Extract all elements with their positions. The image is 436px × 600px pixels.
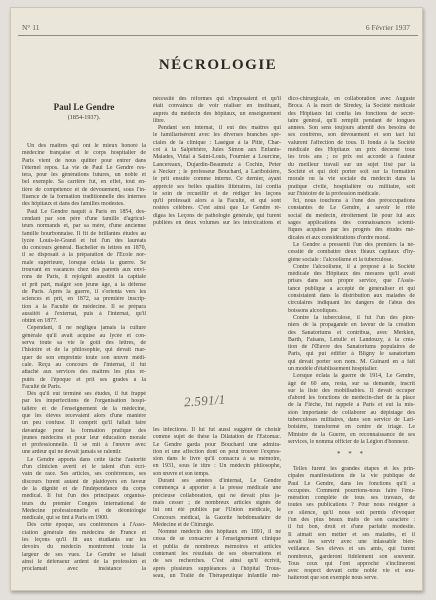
text-line: nombreux, garderont fidèlement son souvenir.	[288, 553, 415, 560]
text-line: services, le nomma officier de la Légion d'honneur.	[288, 438, 409, 445]
text-line: Paul Le Gendre naquit à Paris en 1854, des-	[27, 208, 146, 215]
text-line: Ici, nous touchons à l'une des préoccupations	[293, 198, 415, 205]
text-line: occupées. Comment pourrions-nous faire l'énu-	[288, 487, 415, 494]
obituary-subject-name: Paul Le Gendre	[53, 102, 115, 112]
text-line: l'histoire et de la philosophie, qui devait mar-	[22, 347, 146, 354]
paragraph	[22, 522, 146, 573]
text-line: Cependant, il ne négligea jamais la culture	[27, 325, 146, 332]
text-line: haiteront que son exemple nous serve.	[288, 575, 378, 582]
text-line: tance publique a accepté de généraliser et qui	[288, 285, 415, 292]
text-line: sur la liste des mobilisables. Il devait occuper	[288, 387, 415, 394]
text-line: Le Gendre a pressenti l'un des premiers la né-	[293, 241, 415, 248]
text-line: lui ont été publiés par l'Union médicale, le	[153, 507, 281, 514]
text-line: après plusieurs suppléances à l'hôpital Trous-	[153, 565, 281, 572]
text-line: le soin de recueillir et de rédiger les leçons	[153, 190, 281, 197]
article-column	[288, 466, 415, 583]
text-line: male supérieure, lorsque éclata la guerre. Se	[22, 259, 146, 266]
text-line: avec respect devant cette noble vie et sou-	[288, 568, 415, 575]
article-column	[153, 96, 281, 227]
text-line: précieuse collaboration, qui ne devait plus ja-	[153, 492, 281, 499]
text-line: une ardeur qui ne devait jamais se ralentir.	[22, 449, 122, 456]
text-line: restées célèbres. C'est ainsi que Le Gendre ré-	[153, 205, 281, 212]
text-line: Broca. A la mort de Siredey, la Société médicale	[288, 103, 415, 110]
text-line: Dès qu'il eut terminé ses études, il fut frappé	[27, 391, 146, 398]
text-line: Faculté de Paris.	[22, 383, 62, 390]
text-line: obtint en 1877.	[22, 318, 58, 325]
text-line: Pendant son internat, il eut des maîtres qui	[158, 125, 281, 132]
article-column	[22, 143, 146, 574]
text-line: cendant par son père d'une famille d'agricul-	[22, 215, 146, 222]
text-line: talière et de l'enseignement de la médecine,	[22, 405, 146, 412]
text-line: prises dans son propre service, que l'Assis-	[288, 278, 415, 285]
text-line: comme sujet de thèse la Dilatation de l'Estomac.	[153, 434, 281, 441]
text-line: cipales manifestations de la vie publique de	[288, 473, 415, 480]
text-line: son œuvre et son temps.	[153, 470, 210, 477]
text-line: discours furent autant de plaidoyers en faveur	[22, 478, 146, 485]
text-line: et prit part, malgré son jeune âge, à la défense	[22, 281, 146, 288]
text-line: le familiarisèrent avec les diverses branches spé-	[153, 132, 281, 139]
paragraph	[153, 529, 281, 580]
text-line: sur l'histoire de la profession médicale.	[288, 190, 381, 197]
text-line: cot à la Salpêtrière, Jules Simon aux Enfants-	[153, 147, 281, 154]
text-line: ciation générale des médecins de France et	[22, 529, 146, 536]
text-line: contenant les résultats de ses observations et	[153, 551, 281, 558]
handwritten-annotation: 2.591/1	[183, 391, 226, 410]
issue-date: 6 Février 1937	[365, 23, 410, 32]
text-line: sages applications des connaissances scienti-	[288, 220, 415, 227]
text-line: médecine française et le corps hospitalier de	[22, 150, 146, 157]
text-line: générale qu'il avait acquise au lycée et con-	[22, 332, 146, 339]
text-line: seau, un Traité de Thérapeutique infantile mé-	[153, 572, 281, 579]
paragraph	[153, 427, 281, 478]
paragraph	[288, 198, 415, 242]
paragraph	[288, 242, 415, 264]
text-line: un peu confuse. Il comprit qu'il fallait faire	[22, 420, 146, 427]
text-line: tion et une affection dont on peut trouver l'expres-	[153, 448, 281, 455]
text-line: un modèle d'établissement hospitalier.	[288, 365, 378, 372]
text-line: Tous ceux qui l'ont approché s'inclineront	[288, 560, 415, 567]
text-line: il se disposait à la préparation de l'École nor-	[22, 252, 146, 259]
text-line: jeunes médecins et pour leur éducation morale	[22, 434, 146, 441]
text-line: par les imperfections de l'organisation hospi-	[22, 398, 146, 405]
text-line: taire général, qu'il remplit pendant de longues	[288, 117, 415, 124]
text-line: et publia de nombreux mémoires et articles	[153, 543, 281, 550]
text-line: Médecine et de Chirurgie.	[153, 521, 215, 528]
text-line: de la Flèche, fut rappelé à Paris et eut la mis-	[288, 402, 415, 409]
text-line: Concours médical, la Gazette hebdomadaire de	[153, 514, 281, 521]
text-line: du concours général. Bachelier ès lettres en 1870,	[22, 245, 146, 252]
text-line: ainsi le défenseur ardent de la profession et	[22, 558, 146, 565]
text-line: tera, pour les générations futures, un noble et	[22, 172, 146, 179]
text-line: Le Gendre garda pour Bouchard une admira-	[153, 441, 281, 448]
text-line: aussitôt à l'externat, puis à l'internat, qu'il	[22, 310, 146, 317]
text-line: de la dignité et de l'indépendance du corps	[22, 485, 146, 492]
section-separator: * * *	[337, 450, 366, 458]
text-line: tuberculoses militaires, dans son service de Lari-	[288, 417, 415, 424]
text-line: fluence de la formation traditionnelle des internes	[22, 194, 146, 201]
article-column	[153, 427, 281, 580]
text-line: cale. Reçu au concours de l'internat, il fut	[22, 361, 146, 368]
text-line: dicales et aux considérations d'ordre moral.	[288, 234, 391, 241]
paragraph	[22, 391, 146, 457]
text-line: des Hôpitaux lui confia les fonctions de secré-	[288, 110, 415, 117]
text-line: putés de l'époque et prit ses grades à la	[22, 376, 146, 383]
text-line: rons de Paris, il rejoignit aussitôt la capitale	[22, 274, 146, 281]
text-line: Lancereaux, Dujardin-Beaumetz à Cochin, Peter	[153, 161, 281, 168]
text-line: teurs du premier Congrès international de	[22, 500, 146, 507]
text-line: Le Gendre apporta dans cette tâche l'autorité	[27, 456, 146, 463]
text-line: dico-chirurgicale, en collaboration avec Auguste	[288, 96, 415, 102]
text-line: Lorsque éclata la guerre de 1914, Le Gendre,	[293, 373, 415, 380]
text-line: proclamait avec insistance la	[22, 566, 146, 573]
text-line: valurent l'affection de tous. Il fonda à la Société	[288, 139, 415, 146]
text-line: apprécié ses belles qualités littéraires, lui confia	[153, 183, 281, 190]
text-line: de Paris. Après la guerre, il s'orienta vers les	[22, 288, 146, 295]
text-line: vain de race. Ses articles, ses conférences, ses	[22, 471, 146, 478]
text-line: médicale des Hôpitaux des mesures qu'il avait	[288, 271, 415, 278]
text-line: social du médecin, étroitement lié pour lui aux	[288, 212, 415, 219]
text-line: Durant ses années d'internat, Le Gendre	[158, 478, 281, 485]
text-line: à Necker ; le professeur Bouchard, à Lariboisière,	[153, 168, 281, 175]
text-line: sion importante de collaborer au dépistage des	[288, 409, 415, 416]
paragraph	[288, 96, 415, 198]
text-line: Société et qui doit porter soit sur la formation	[288, 168, 415, 175]
text-line: devoirs du médecin montrèrent toute la	[22, 544, 146, 551]
text-line: médicale, qui se tint à Paris en 1900.	[22, 515, 109, 522]
text-line: Il aimait son métier et ses malades, et il	[288, 531, 415, 538]
issue-number: N° 11	[22, 23, 40, 32]
text-line: l'un des plus beaux traits de son caractère :	[288, 517, 415, 524]
text-line: commença à apporter à la presse médicale une	[153, 485, 281, 492]
text-line: Paris vient de nous quitter pour entrer dans	[22, 157, 146, 164]
text-line: du meilleur travail sur un sujet fixé par la	[288, 161, 415, 168]
text-line: Nommé médecin des hôpitaux en 1891, il ne	[158, 529, 281, 536]
paragraph	[22, 209, 146, 326]
text-line: largeur de ses vues. Le Gendre se faisait	[22, 551, 146, 558]
text-line: mération complète de tous ses travaux, de	[288, 495, 415, 502]
text-line: ses confrères, son dévouement et son tact lui	[288, 132, 415, 139]
text-line: constantes de Le Gendre, à savoir le rôle	[288, 205, 415, 212]
text-line: quer de son empreinte toute son œuvre médi-	[22, 354, 146, 361]
text-line: fiques acquises par les progrès des études mé-	[288, 227, 415, 234]
text-line: médical. Il fut l'un des principaux organisa-	[22, 493, 146, 500]
text-line: ciales de la clinique : Lasègue à la Pitié, Char-	[153, 139, 281, 146]
text-line: pratique civile, hospitalière ou militaire, soit	[288, 183, 415, 190]
text-line: Contre l'alcoolisme, il a proposé à la Société	[293, 263, 415, 270]
text-line: giène sociale : l'alcoolisme et la tuberculose.	[288, 256, 393, 263]
text-line: Malades, Vidal à Saint-Louis, Fournier à Lourcine,	[153, 154, 281, 161]
text-line: Médecine professionnelle et de déontologie	[22, 507, 146, 514]
paragraph	[288, 466, 415, 583]
text-line: les leçons qu'il fit aux étudiants sur les	[22, 537, 146, 544]
obituary-subject-dates: (1854-1937).	[67, 114, 101, 121]
text-line: libre.	[153, 117, 166, 124]
text-line: serva toute sa vie le goût des lettres, de	[22, 340, 146, 347]
paragraph	[288, 373, 415, 446]
text-line: cessité de combattre deux fléaux capitaux d'hy-	[288, 249, 415, 256]
paragraph	[288, 315, 415, 373]
text-line: lycée Louis-le-Grand et fut l'un des lauréats	[22, 237, 146, 244]
text-line: famille bourbonnaise. Il fit de brillantes études au	[22, 230, 146, 237]
text-line: des Sanatoriums et contribua, avec Merklen,	[288, 329, 415, 336]
paragraph	[153, 125, 281, 227]
text-line: tion à la Faculté de médecine. Il se prépara	[22, 303, 146, 310]
text-line: digea les Leçons de pathologie générale, qui furent	[153, 212, 281, 219]
text-line: toutes ses publications ? Pour nous résigner à	[288, 502, 415, 509]
text-line: les infections. Il lui fut aussi suggéré de choisir	[153, 427, 281, 433]
text-line: consistaient dans la distribution aux malades de	[288, 293, 415, 300]
text-line: qui devait porter son nom. M. Guinard en a fait	[288, 358, 415, 365]
text-line: l'éternel repos. La vie de Paul Le Gendre res-	[22, 164, 146, 171]
text-line: tière de compétence et de dévouement, sous l'in-	[22, 186, 146, 193]
text-line: années. Son sens toujours attentif des besoins de	[288, 125, 415, 132]
text-line: il fut bon, droit et d'une parfaite modestie.	[288, 524, 415, 531]
paragraph	[153, 478, 281, 529]
section-title: NÉCROLOGIE	[158, 57, 278, 73]
text-line: attaché aux services des maîtres les plus ré-	[22, 369, 146, 376]
paragraph	[153, 96, 281, 125]
text-line: savait les servir avec une inlassable bien-	[288, 538, 415, 545]
text-line: niers de la propagande en faveur de la création	[288, 322, 415, 329]
text-line: Contre la tuberculose, il fut l'un des pion-	[293, 314, 415, 321]
text-line: teurs normands et, par sa mère, d'une ancienne	[22, 223, 146, 230]
text-line: nécessité des réformes qui s'imposaient et qu'il	[153, 96, 281, 102]
paragraph	[22, 143, 146, 209]
paragraph	[22, 325, 146, 391]
text-line: cessa de se consacrer à l'enseignement clinique	[153, 536, 281, 543]
text-line: Ministre de la Guerre, en reconnaissance de ses	[288, 431, 415, 438]
text-line: tion de l'Œuvre des Sanatoriums populaires de	[288, 344, 415, 351]
text-line: que les élèves recevaient alors d'une manière	[22, 412, 146, 419]
text-line: d'abord les fonctions de médecin-chef de la place	[288, 395, 415, 402]
text-line: Dès cette époque, ses conférences à l'Asso-	[27, 522, 146, 529]
paragraph	[288, 264, 415, 315]
text-line: boisière, transformé en centre de triage. Le	[288, 424, 415, 431]
text-line: était convaincu de voir réaliser en instituant,	[153, 103, 281, 110]
text-line: sciences et prit, en 1872, sa première inscrip-	[22, 296, 146, 303]
text-line: de ses recherches. C'est ainsi qu'il écrivit,	[153, 558, 281, 565]
text-line: Paul Le Gendre, dans les fonctions qu'il a	[288, 480, 415, 487]
text-line: des hôpitaux et dans des familles modestes.	[22, 201, 125, 208]
text-line: trouvant en vacances chez des parents aux envi-	[22, 267, 146, 274]
text-line: bel exemple. Sa carrière fut, en effet, tout en-	[22, 179, 146, 186]
text-line: davantage pour la formation pratique des	[22, 427, 146, 434]
text-line: qu'il professait alors à la Faculté, et qui sont	[153, 198, 281, 205]
text-line: sion dans le livre qu'il consacra à sa mémoire,	[153, 456, 281, 463]
text-line: les trois ans ; ce prix est accordé à l'auteur	[288, 154, 415, 161]
text-line: ce silence, qu'il nous soit permis d'évoquer	[288, 509, 415, 516]
text-line: boissons alcooliques.	[288, 307, 339, 314]
text-line: en 1931, sous le titre : Un médecin philosophe,	[153, 463, 281, 470]
text-line: d'un clinicien averti et le talent d'un écri-	[22, 464, 146, 471]
text-line: âgé de 60 ans, resta, sur sa demande, inscrit	[288, 380, 415, 387]
paragraph	[22, 457, 146, 523]
text-line: et professionnelle. Il se mit à l'œuvre avec	[22, 442, 146, 449]
text-line: Barth, Faisans, Letulle et Landouzy, à la créa-	[288, 336, 415, 343]
text-line: auprès du médecin des hôpitaux, un enseignement	[153, 110, 281, 117]
text-line: morale ou la vie sociale du médecin dans la	[288, 176, 415, 183]
text-line: mais cesser ; de nombreux articles signés de	[153, 499, 281, 506]
text-line: Paris, qui put édifier à Bligny le sanatorium	[288, 351, 415, 358]
text-line: publiées en deux volumes sur les intoxications et	[153, 220, 281, 227]
text-line: circulaires indiquant les dangers de l'abus des	[288, 300, 415, 307]
text-line: Un des maîtres qui ont le mieux honoré la	[27, 143, 146, 149]
text-line: le prit ensuite comme interne. Ce dernier, ayant	[153, 176, 281, 183]
text-line: veillance. Ses élèves et ses amis, qui furent	[288, 546, 415, 553]
text-line: Telles furent les grandes étapes et les prin-	[293, 466, 415, 472]
text-line: médicale des Hôpitaux un prix décerné tous	[288, 147, 415, 154]
article-column	[288, 96, 415, 446]
